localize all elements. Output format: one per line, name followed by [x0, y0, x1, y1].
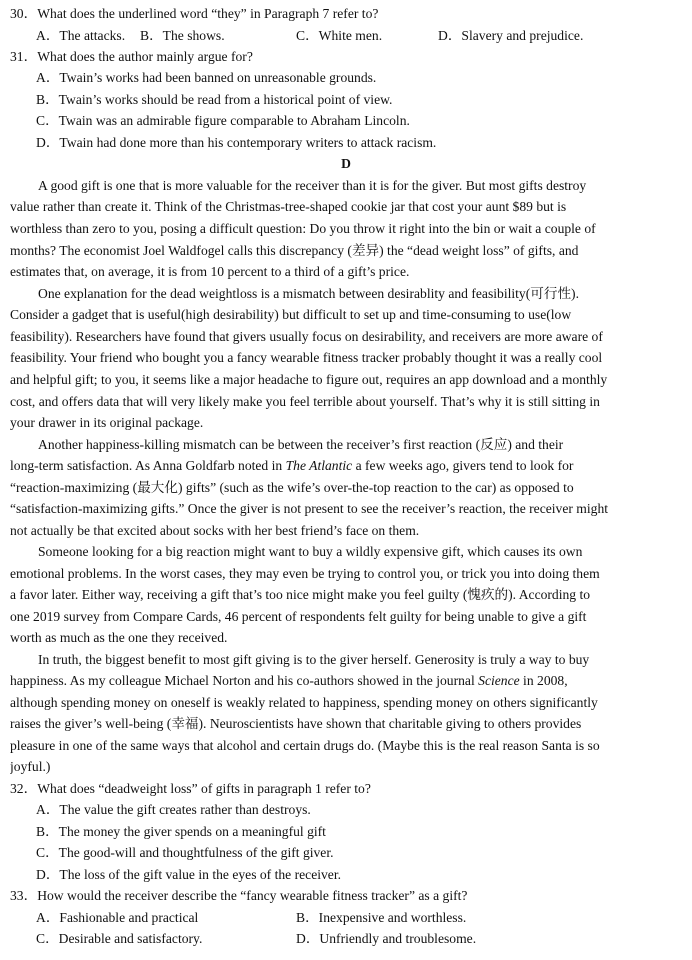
option-b: B．Twain’s works should be read from a historical point of view.	[36, 92, 393, 107]
question-stem: What does the underlined word “they” in Paragraph 7 refer to?	[37, 6, 379, 21]
journal-title: Science	[478, 673, 520, 688]
option-b: B．Inexpensive and worthless.	[296, 910, 467, 925]
passage-line: worthless than zero to you, posing a difficult question: Do you throw it right into the bin or wait a couple of	[10, 221, 596, 236]
option-c: C．Desirable and satisfactory.	[36, 931, 203, 946]
option-d: D．Slavery and prejudice.	[438, 28, 584, 43]
question-number: 32．	[10, 781, 38, 796]
question-number: 30．	[10, 6, 38, 21]
question-32	[10, 778, 682, 800]
option-a: A．The value the gift creates rather than destroys.	[36, 802, 311, 817]
question-stem: What does “deadweight loss” of gifts in paragraph 1 refer to?	[37, 781, 371, 796]
passage-line: value rather than create it. Think of the Christmas-tree-shaped cookie jar that cost your aunt $89 but is	[10, 199, 567, 214]
passage-line: one 2019 survey from Compare Cards, 46 percent of respondents felt guilty for being unable to give a gift	[10, 609, 587, 624]
passage-line: In truth, the biggest benefit to most gift giving is to the giver herself. Generosity is truly a way to buy	[38, 652, 590, 667]
passage-line: not actually be that excited about socks with her best friend’s face on them.	[10, 523, 420, 538]
option-d: D．Unfriendly and troublesome.	[296, 931, 477, 946]
section-heading: D	[341, 156, 351, 171]
journal-title: The Atlantic	[285, 458, 353, 473]
question-stem: What does the author mainly argue for?	[37, 49, 253, 64]
option-a: A．Fashionable and practical	[36, 910, 199, 925]
option-d: D．The loss of the gift value in the eyes of the receiver.	[36, 867, 342, 882]
question-number: 33．	[10, 888, 38, 903]
passage-line: Someone looking for a big reaction might want to buy a wildly expensive gift, which causes its own	[38, 544, 583, 559]
passage-line: feasibility. Your friend who bought you a fancy wearable fitness tracker probably thought it was a really cool	[10, 350, 603, 365]
passage-line: estimates that, on average, it is from 10 percent to a third of a gift’s price.	[10, 264, 410, 279]
passage-line: “satisfaction-maximizing gifts.” Once the giver is not present to see the receiver’s reaction, the receiver might	[10, 501, 609, 516]
passage-line: happiness. As my colleague Michael Norton and his co-authors showed in the journal Science in 2008,	[10, 673, 568, 688]
passage-line: Another happiness-killing mismatch can be between the receiver’s first reaction (反应) and their	[38, 437, 564, 452]
option-d: D．Twain had done more than his contemporary writers to attack racism.	[36, 135, 437, 150]
passage-line: Consider a gadget that is useful(high desirability) but difficult to set up and time-consuming to use(low	[10, 307, 572, 322]
passage-line: months? The economist Joel Waldfogel calls this discrepancy (差异) the “dead weight loss” of gifts, and	[10, 243, 579, 258]
passage-line: long-term satisfaction. As Anna Goldfarb noted in The Atlantic a few weeks ago, givers tend to look for	[10, 458, 574, 473]
question-number: 31．	[10, 49, 38, 64]
passage-line: “reaction-maximizing (最大化) gifts” (such as the wife’s over-the-top reaction to the car) as opposed to	[10, 480, 574, 495]
passage-line: cost, and offers data that will very likely make you feel terrible about yourself. That’s why it is still sitting in	[10, 394, 600, 409]
option-a: A．Twain’s works had been banned on unreasonable grounds.	[36, 70, 377, 85]
passage-line: One explanation for the dead weightloss is a mismatch between desirablity and feasibility(可行性).	[38, 286, 579, 301]
passage-line: a favor later. Either way, receiving a gift that’s too nice might make you feel guilty (愧疚的). According to	[10, 587, 591, 602]
question-33	[10, 885, 682, 907]
option-c: C．The good-will and thoughtfulness of the gift giver.	[36, 845, 334, 860]
option-b: B．The shows.	[140, 28, 225, 43]
passage-line: and helpful gift; to you, it seems like a major headache to figure out, requires an app download and a monthly	[10, 372, 608, 387]
question-31	[10, 46, 682, 68]
option-c: C．White men.	[296, 28, 383, 43]
passage-line: your drawer in its original package.	[10, 415, 204, 430]
question-30	[10, 3, 682, 25]
passage-line: joyful.)	[10, 759, 51, 774]
passage-line: although spending money on oneself is weakly related to happiness, spending money on others significantly	[10, 695, 598, 710]
passage-line: A good gift is one that is more valuable for the receiver than it is for the giver. But most gifts destroy	[38, 178, 587, 193]
passage-line: raises the giver’s well-being (幸福). Neuroscientists have shown that charitable giving to others provides	[10, 716, 582, 731]
option-c: C．Twain was an admirable figure comparable to Abraham Lincoln.	[36, 113, 410, 128]
passage-line: worth as much as the one they received.	[10, 630, 228, 645]
option-a: A．The attacks.	[36, 28, 126, 43]
passage-line: feasibility). Researchers have found that givers usually focus on desirability, and receivers are more aware of	[10, 329, 603, 344]
question-stem: How would the receiver describe the “fancy wearable fitness tracker” as a gift?	[37, 888, 468, 903]
option-b: B．The money the giver spends on a meaningful gift	[36, 824, 326, 839]
passage-line: pleasure in one of the same ways that alcohol and certain drugs do. (Maybe this is the real reason Santa is so	[10, 738, 600, 753]
passage-line: emotional problems. In the worst cases, they may even be trying to control you, or trick you into doing them	[10, 566, 600, 581]
